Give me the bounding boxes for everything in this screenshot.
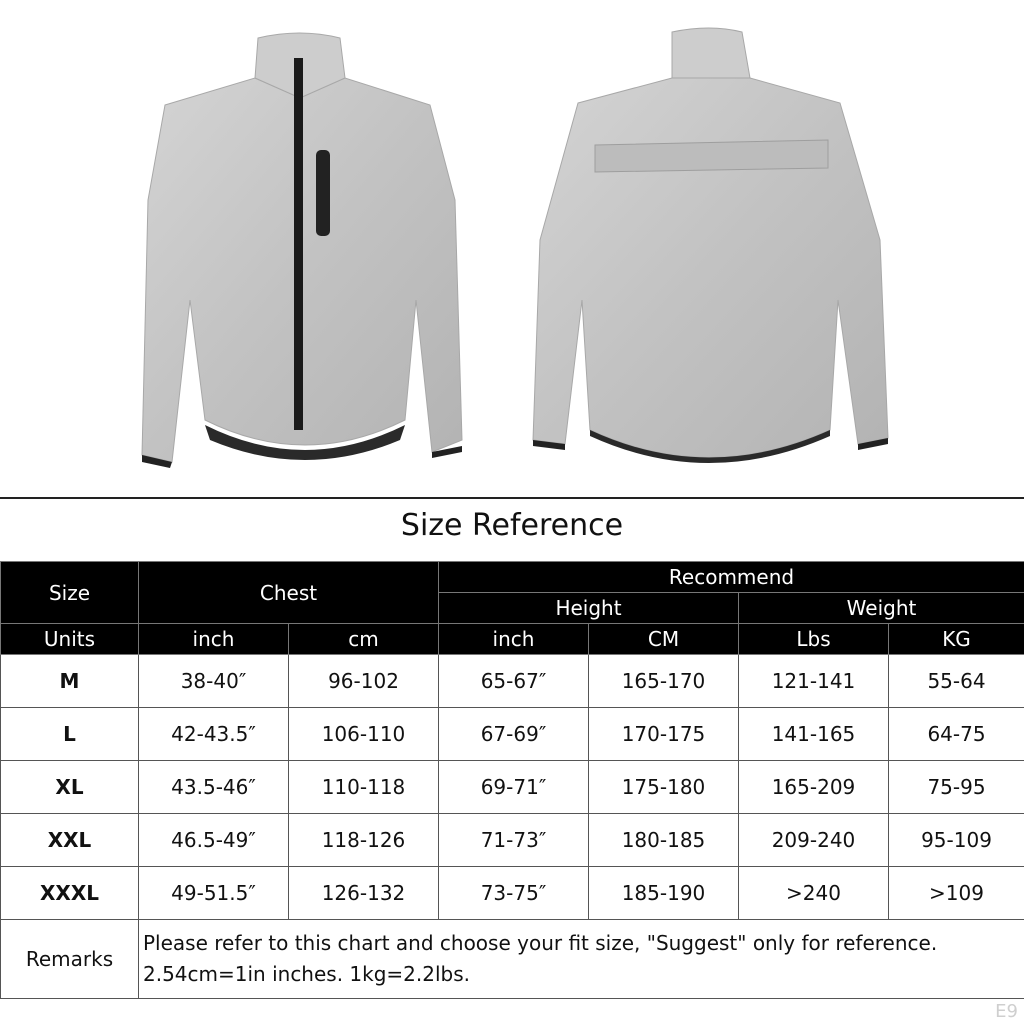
chest-cm-cell: 118-126 (289, 814, 439, 867)
remarks-line: Please refer to this chart and choose your fit size, "Suggest" only for reference. (143, 931, 938, 955)
weight-kg-cell: 75-95 (889, 761, 1024, 814)
weight-kg-cell: 64-75 (889, 708, 1024, 761)
weight-kg-cell: 55-64 (889, 655, 1024, 708)
height-cm-cell: 165-170 (589, 655, 739, 708)
remarks-label: Remarks (1, 920, 139, 999)
height-inch-cell: 67-69″ (439, 708, 589, 761)
unit-height-inch: inch (439, 624, 589, 655)
divider (0, 497, 1024, 499)
watermark: E9 (995, 1001, 1018, 1022)
height-cm-cell: 180-185 (589, 814, 739, 867)
height-inch-cell: 65-67″ (439, 655, 589, 708)
weight-lbs-cell: 141-165 (739, 708, 889, 761)
header-weight: Weight (739, 593, 1024, 624)
height-cm-cell: 170-175 (589, 708, 739, 761)
table-row (1, 655, 1024, 708)
chest-cm-cell: 110-118 (289, 761, 439, 814)
height-inch-cell: 71-73″ (439, 814, 589, 867)
jacket-front-image (142, 33, 462, 468)
page-title: Size Reference (400, 508, 624, 543)
chest-cm-cell: 106-110 (289, 708, 439, 761)
table-row (1, 867, 1024, 920)
chest-inch-cell: 42-43.5″ (139, 708, 289, 761)
header-height: Height (439, 593, 739, 624)
size-cell: L (1, 708, 139, 761)
unit-weight-lbs: Lbs (739, 624, 889, 655)
header-size: Size (1, 562, 139, 624)
jacket-back-image (533, 28, 888, 463)
size-chart-table (0, 561, 1024, 999)
chest-inch-cell: 49-51.5″ (139, 867, 289, 920)
weight-lbs-cell: 121-141 (739, 655, 889, 708)
table-row (1, 814, 1024, 867)
header-units-label: Units (1, 624, 139, 655)
height-inch-cell: 69-71″ (439, 761, 589, 814)
weight-lbs-cell: 165-209 (739, 761, 889, 814)
product-photos (0, 0, 1024, 490)
chest-cm-cell: 96-102 (289, 655, 439, 708)
height-cm-cell: 185-190 (589, 867, 739, 920)
chest-inch-cell: 38-40″ (139, 655, 289, 708)
weight-kg-cell: 95-109 (889, 814, 1024, 867)
unit-weight-kg: KG (889, 624, 1024, 655)
chest-cm-cell: 126-132 (289, 867, 439, 920)
header-chest: Chest (139, 562, 439, 624)
chest-inch-cell: 43.5-46″ (139, 761, 289, 814)
header-recommend: Recommend (439, 562, 1024, 593)
size-cell: XXXL (1, 867, 139, 920)
unit-chest-cm: cm (289, 624, 439, 655)
weight-lbs-cell: >240 (739, 867, 889, 920)
table-row (1, 708, 1024, 761)
remarks-text (139, 920, 1024, 999)
size-cell: M (1, 655, 139, 708)
remarks-line: 2.54cm=1in inches. 1kg=2.2lbs. (143, 962, 471, 986)
remarks-row (1, 920, 1024, 999)
weight-lbs-cell: 209-240 (739, 814, 889, 867)
weight-kg-cell: >109 (889, 867, 1024, 920)
chest-inch-cell: 46.5-49″ (139, 814, 289, 867)
height-cm-cell: 175-180 (589, 761, 739, 814)
table-row (1, 761, 1024, 814)
size-cell: XL (1, 761, 139, 814)
unit-height-cm: CM (589, 624, 739, 655)
size-cell: XXL (1, 814, 139, 867)
unit-chest-inch: inch (139, 624, 289, 655)
height-inch-cell: 73-75″ (439, 867, 589, 920)
